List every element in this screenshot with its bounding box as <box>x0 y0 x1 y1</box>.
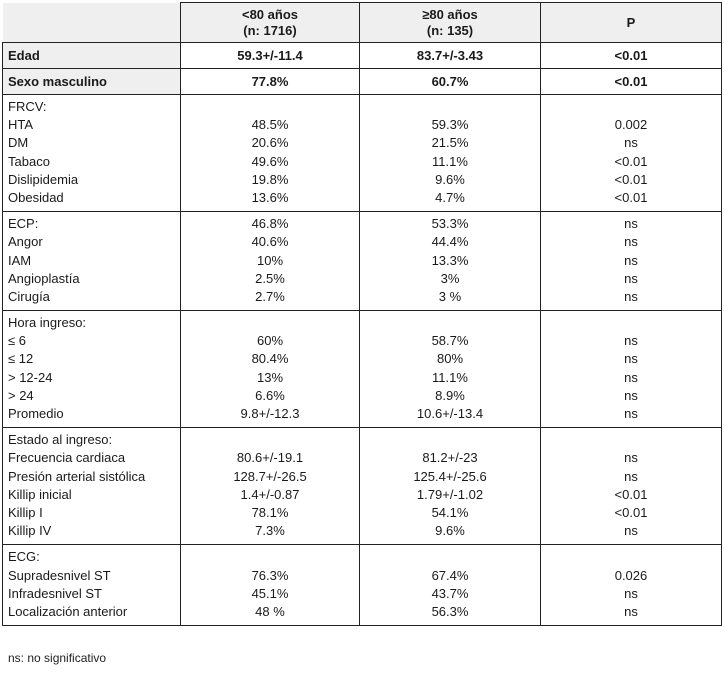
header-row <box>3 3 722 43</box>
row-label: Cirugía <box>8 288 50 304</box>
value: 58.7% <box>431 333 469 349</box>
p-value: <0.01 <box>614 189 648 205</box>
header-under-80-label: <80 años <box>241 6 298 22</box>
section-p-values <box>541 311 722 428</box>
value: 44.4% <box>431 234 469 250</box>
value: 76.3% <box>251 567 289 583</box>
value: 3 % <box>438 288 462 304</box>
value: 45.1% <box>251 585 289 601</box>
value: 9.8+/-12.3 <box>240 406 300 421</box>
row-label: ≤ 12 <box>8 351 34 367</box>
p-value: ns <box>624 216 638 232</box>
p-value-cell: <0.01 <box>541 43 722 69</box>
value: 43.7% <box>431 585 469 601</box>
value: 6.6% <box>255 387 285 403</box>
table-section <box>3 311 722 428</box>
empty-line <box>365 548 535 566</box>
value: 21.5% <box>431 135 469 151</box>
section-values <box>181 545 360 626</box>
section-row <box>3 311 722 428</box>
row-label: Frecuencia cardiaca <box>8 450 126 466</box>
p-value: ns <box>624 523 638 539</box>
value: 4.7% <box>435 189 465 205</box>
section-values <box>360 428 541 545</box>
section-p-values <box>541 428 722 545</box>
section-title: ECP: <box>8 216 39 232</box>
value: 54.1% <box>431 504 469 520</box>
p-value: ns <box>624 333 638 349</box>
table-section <box>3 95 722 212</box>
row-label: Obesidad <box>8 189 64 205</box>
section-labels <box>3 311 181 428</box>
value: 10.6+/-13.4 <box>416 406 484 421</box>
section-p-values <box>541 545 722 626</box>
empty-line <box>186 548 354 566</box>
value: 7.3% <box>255 523 285 539</box>
row-label: Sexo masculino <box>3 69 181 95</box>
row-label: DM <box>8 135 29 151</box>
header-group-under-80 <box>181 3 360 43</box>
empty-line <box>186 98 354 116</box>
row-label: Killip inicial <box>8 486 72 502</box>
p-value: 0.026 <box>614 567 648 583</box>
table-section <box>3 545 722 626</box>
p-value-cell: <0.01 <box>541 69 722 95</box>
section-values <box>181 95 360 212</box>
p-value: ns <box>624 351 638 367</box>
p-value: ns <box>624 468 638 484</box>
p-value: 0.002 <box>614 117 648 133</box>
section-labels <box>3 545 181 626</box>
empty-line <box>546 314 716 332</box>
footnote: ns: no significativo <box>8 651 107 665</box>
row-label: Angioplastía <box>8 270 80 286</box>
p-value: ns <box>624 270 638 286</box>
row-label: > 12-24 <box>8 369 53 385</box>
value: 128.7+/-26.5 <box>233 468 307 484</box>
value: 13.6% <box>251 189 289 205</box>
header-group-80-plus <box>360 3 541 43</box>
header-under-80-count: (n: 1716) <box>243 22 297 38</box>
section-values <box>181 212 360 311</box>
value: 1.79+/-1.02 <box>416 486 484 502</box>
header-p-value <box>541 3 722 43</box>
empty-line <box>546 548 716 566</box>
value: 20.6% <box>251 135 289 151</box>
row-label: Edad <box>3 43 181 69</box>
table-section <box>3 212 722 311</box>
section-values <box>181 428 360 545</box>
p-value: ns <box>624 406 638 421</box>
value: 53.3% <box>431 216 469 232</box>
section-p-values <box>541 212 722 311</box>
section-row <box>3 212 722 311</box>
row-label: Killip IV <box>8 523 52 539</box>
section-title: Hora ingreso: <box>8 315 87 331</box>
value: 67.4% <box>431 567 469 583</box>
section-labels <box>3 428 181 545</box>
value: 10% <box>256 252 284 268</box>
section-values <box>360 545 541 626</box>
section-p-values <box>541 95 722 212</box>
row-label: Angor <box>8 234 43 250</box>
row-label: Promedio <box>8 406 64 421</box>
value: 11.1% <box>432 369 468 385</box>
value: 9.6% <box>435 523 465 539</box>
row-label: Supradesnivel ST <box>8 567 111 583</box>
section-row <box>3 428 722 545</box>
value: 49.6% <box>251 153 289 169</box>
value: 48.5% <box>251 117 289 133</box>
value: 48 % <box>255 603 285 619</box>
value: 8.9% <box>435 387 465 403</box>
value: 19.8% <box>251 171 289 187</box>
header-p-label: P <box>626 14 636 30</box>
value-cell: 77.8% <box>181 69 360 95</box>
value: 60% <box>256 333 284 349</box>
value: 80.6+/-19.1 <box>236 450 304 466</box>
value: 56.3% <box>431 603 469 619</box>
section-labels <box>3 212 181 311</box>
section-title: FRCV: <box>8 99 47 114</box>
empty-line <box>546 98 716 116</box>
p-value: ns <box>624 135 638 151</box>
header-blank-cell <box>3 3 181 43</box>
p-value: <0.01 <box>614 171 648 187</box>
value-cell: 59.3+/-11.4 <box>181 43 360 69</box>
value: 80% <box>436 351 464 367</box>
section-labels <box>3 95 181 212</box>
value: 1.4+/-0.87 <box>240 486 300 502</box>
p-value: <0.01 <box>614 486 648 502</box>
p-value: <0.01 <box>614 153 648 169</box>
value: 46.8% <box>251 216 289 232</box>
p-value: ns <box>624 252 638 268</box>
p-value: ns <box>624 234 638 250</box>
p-value: ns <box>624 603 638 619</box>
header-80-plus-count: (n: 135) <box>426 22 474 38</box>
empty-line <box>546 431 716 449</box>
value-cell: 83.7+/-3.43 <box>360 43 541 69</box>
row-label: > 24 <box>8 387 34 403</box>
section-title: ECG: <box>8 549 40 565</box>
section-values <box>360 95 541 212</box>
row-label: Dislipidemia <box>8 171 79 187</box>
row-label: HTA <box>8 117 34 133</box>
value: 13% <box>256 369 284 385</box>
p-value: ns <box>624 450 638 466</box>
empty-line <box>365 98 535 116</box>
row-label: Killip I <box>8 504 43 520</box>
value: 125.4+/-25.6 <box>413 468 487 484</box>
value: 80.4% <box>251 351 289 367</box>
summary-row <box>3 69 722 95</box>
row-label: ≤ 6 <box>8 333 26 349</box>
row-label: IAM <box>8 252 32 268</box>
row-label: Tabaco <box>8 153 50 169</box>
p-value: ns <box>624 585 638 601</box>
section-title: Estado al ingreso: <box>8 432 113 448</box>
value: 81.2+/-23 <box>422 450 478 466</box>
comparison-table <box>2 2 722 626</box>
empty-line <box>186 431 354 449</box>
section-row <box>3 545 722 626</box>
value: 59.3% <box>431 117 469 133</box>
empty-line <box>186 314 354 332</box>
p-value: ns <box>624 288 638 304</box>
header-80-plus-label: ≥80 años <box>422 6 478 22</box>
section-values <box>360 212 541 311</box>
row-label: Infradesnivel ST <box>8 585 102 601</box>
value: 3% <box>440 270 460 286</box>
row-label: Presión arterial sistólica <box>8 468 146 484</box>
value: 2.7% <box>255 288 285 304</box>
value: 9.6% <box>435 171 465 187</box>
value-cell: 60.7% <box>360 69 541 95</box>
value: 11.1% <box>432 153 468 169</box>
value: 2.5% <box>255 270 285 286</box>
table-section <box>3 428 722 545</box>
section-values <box>360 311 541 428</box>
empty-line <box>365 314 535 332</box>
value: 13.3% <box>431 252 469 268</box>
summary-row <box>3 43 722 69</box>
section-values <box>181 311 360 428</box>
p-value: ns <box>624 387 638 403</box>
p-value: <0.01 <box>614 504 648 520</box>
value: 78.1% <box>251 504 289 520</box>
value: 40.6% <box>251 234 289 250</box>
row-label: Localización anterior <box>8 603 128 619</box>
section-row <box>3 95 722 212</box>
p-value: ns <box>624 369 638 385</box>
empty-line <box>365 431 535 449</box>
